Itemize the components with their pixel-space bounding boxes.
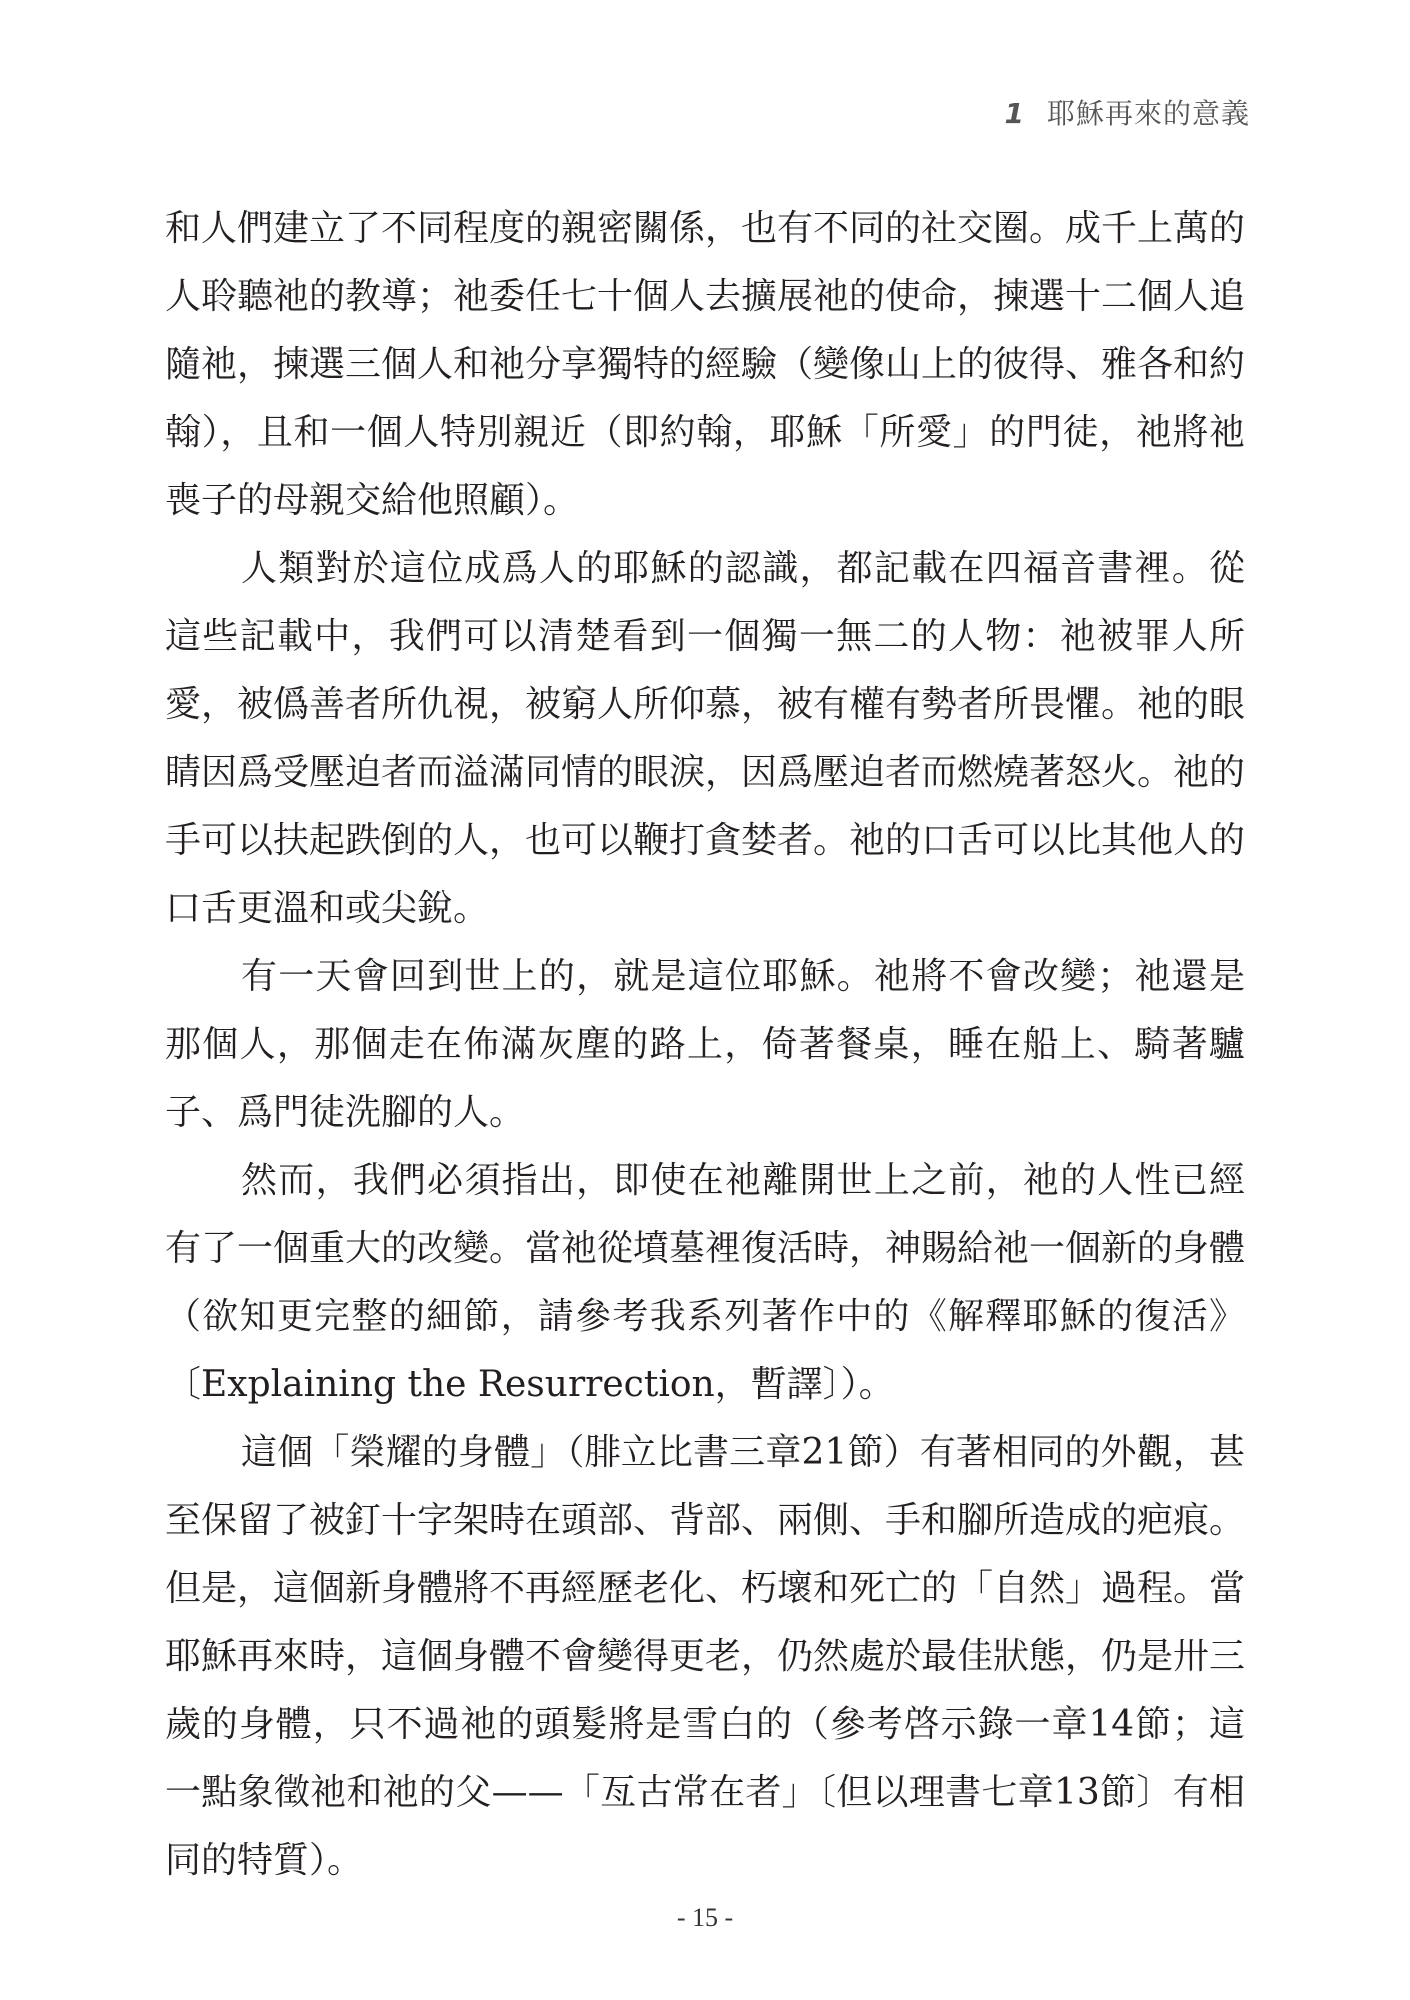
paragraph: 這個「榮耀的身體」（腓立比書三章21節）有著相同的外觀，甚至保留了被釘十字架時在頭部、背部、兩側、手和腳所造成的疤痕。但是，這個新身體將不再經歷老化、朽壞和死亡的「自然」過程。當耶穌再來時，這個身體不會變得更老，仍然處於最佳狀態，仍是卅三歲的身體，只不過祂的頭髮將是雪白的（參考啓示錄一章14節；這一點象徵祂和祂的父——「亙古常在者」〔但以理書七章13節〕有相同的特質）。 xyxy=(165,1432,1246,1881)
paragraph: 和人們建立了不同程度的親密關係，也有不同的社交圈。成千上萬的人聆聽祂的教導；祂委任七十個人去擴展祂的使命，揀選十二個人追隨祂，揀選三個人和祂分享獨特的經驗（變像山上的彼得、雅各和約翰），且和一個人特別親近（即約翰，耶穌「所愛」的門徒，祂將祂喪子的母親交給他照顧）。 xyxy=(165,208,1246,521)
paragraph: 有一天會回到世上的，就是這位耶穌。祂將不會改變；祂還是那個人，那個走在佈滿灰塵的路上，倚著餐桌，睡在船上、騎著驢子、爲門徒洗腳的人。 xyxy=(165,956,1245,1133)
running-header xyxy=(1005,92,1251,132)
page-number: - 15 - xyxy=(676,1903,734,1932)
chapter-title: 耶穌再來的意義 xyxy=(1046,97,1250,130)
body-text xyxy=(165,195,1245,1895)
paragraph: 然而，我們必須指出，即使在祂離開世上之前，祂的人性已經有了一個重大的改變。當祂從墳墓裡復活時，神賜給祂一個新的身體（欲知更完整的細節，請參考我系列著作中的《解釋耶穌的復活》〔Explaining the Resurrection，暫譯〕）。 xyxy=(165,1160,1246,1405)
paragraph: 人類對於這位成爲人的耶穌的認識，都記載在四福音書裡。從這些記載中，我們可以清楚看到一個獨一無二的人物：祂被罪人所愛，被僞善者所仇視，被窮人所仰慕，被有權有勢者所畏懼。祂的眼睛因爲受壓迫者而溢滿同情的眼淚，因爲壓迫者而燃燒著怒火。祂的手可以扶起跌倒的人，也可以鞭打貪婪者。祂的口舌可以比其他人的口舌更溫和或尖銳。 xyxy=(165,548,1246,929)
chapter-number: 1 xyxy=(1004,97,1025,130)
